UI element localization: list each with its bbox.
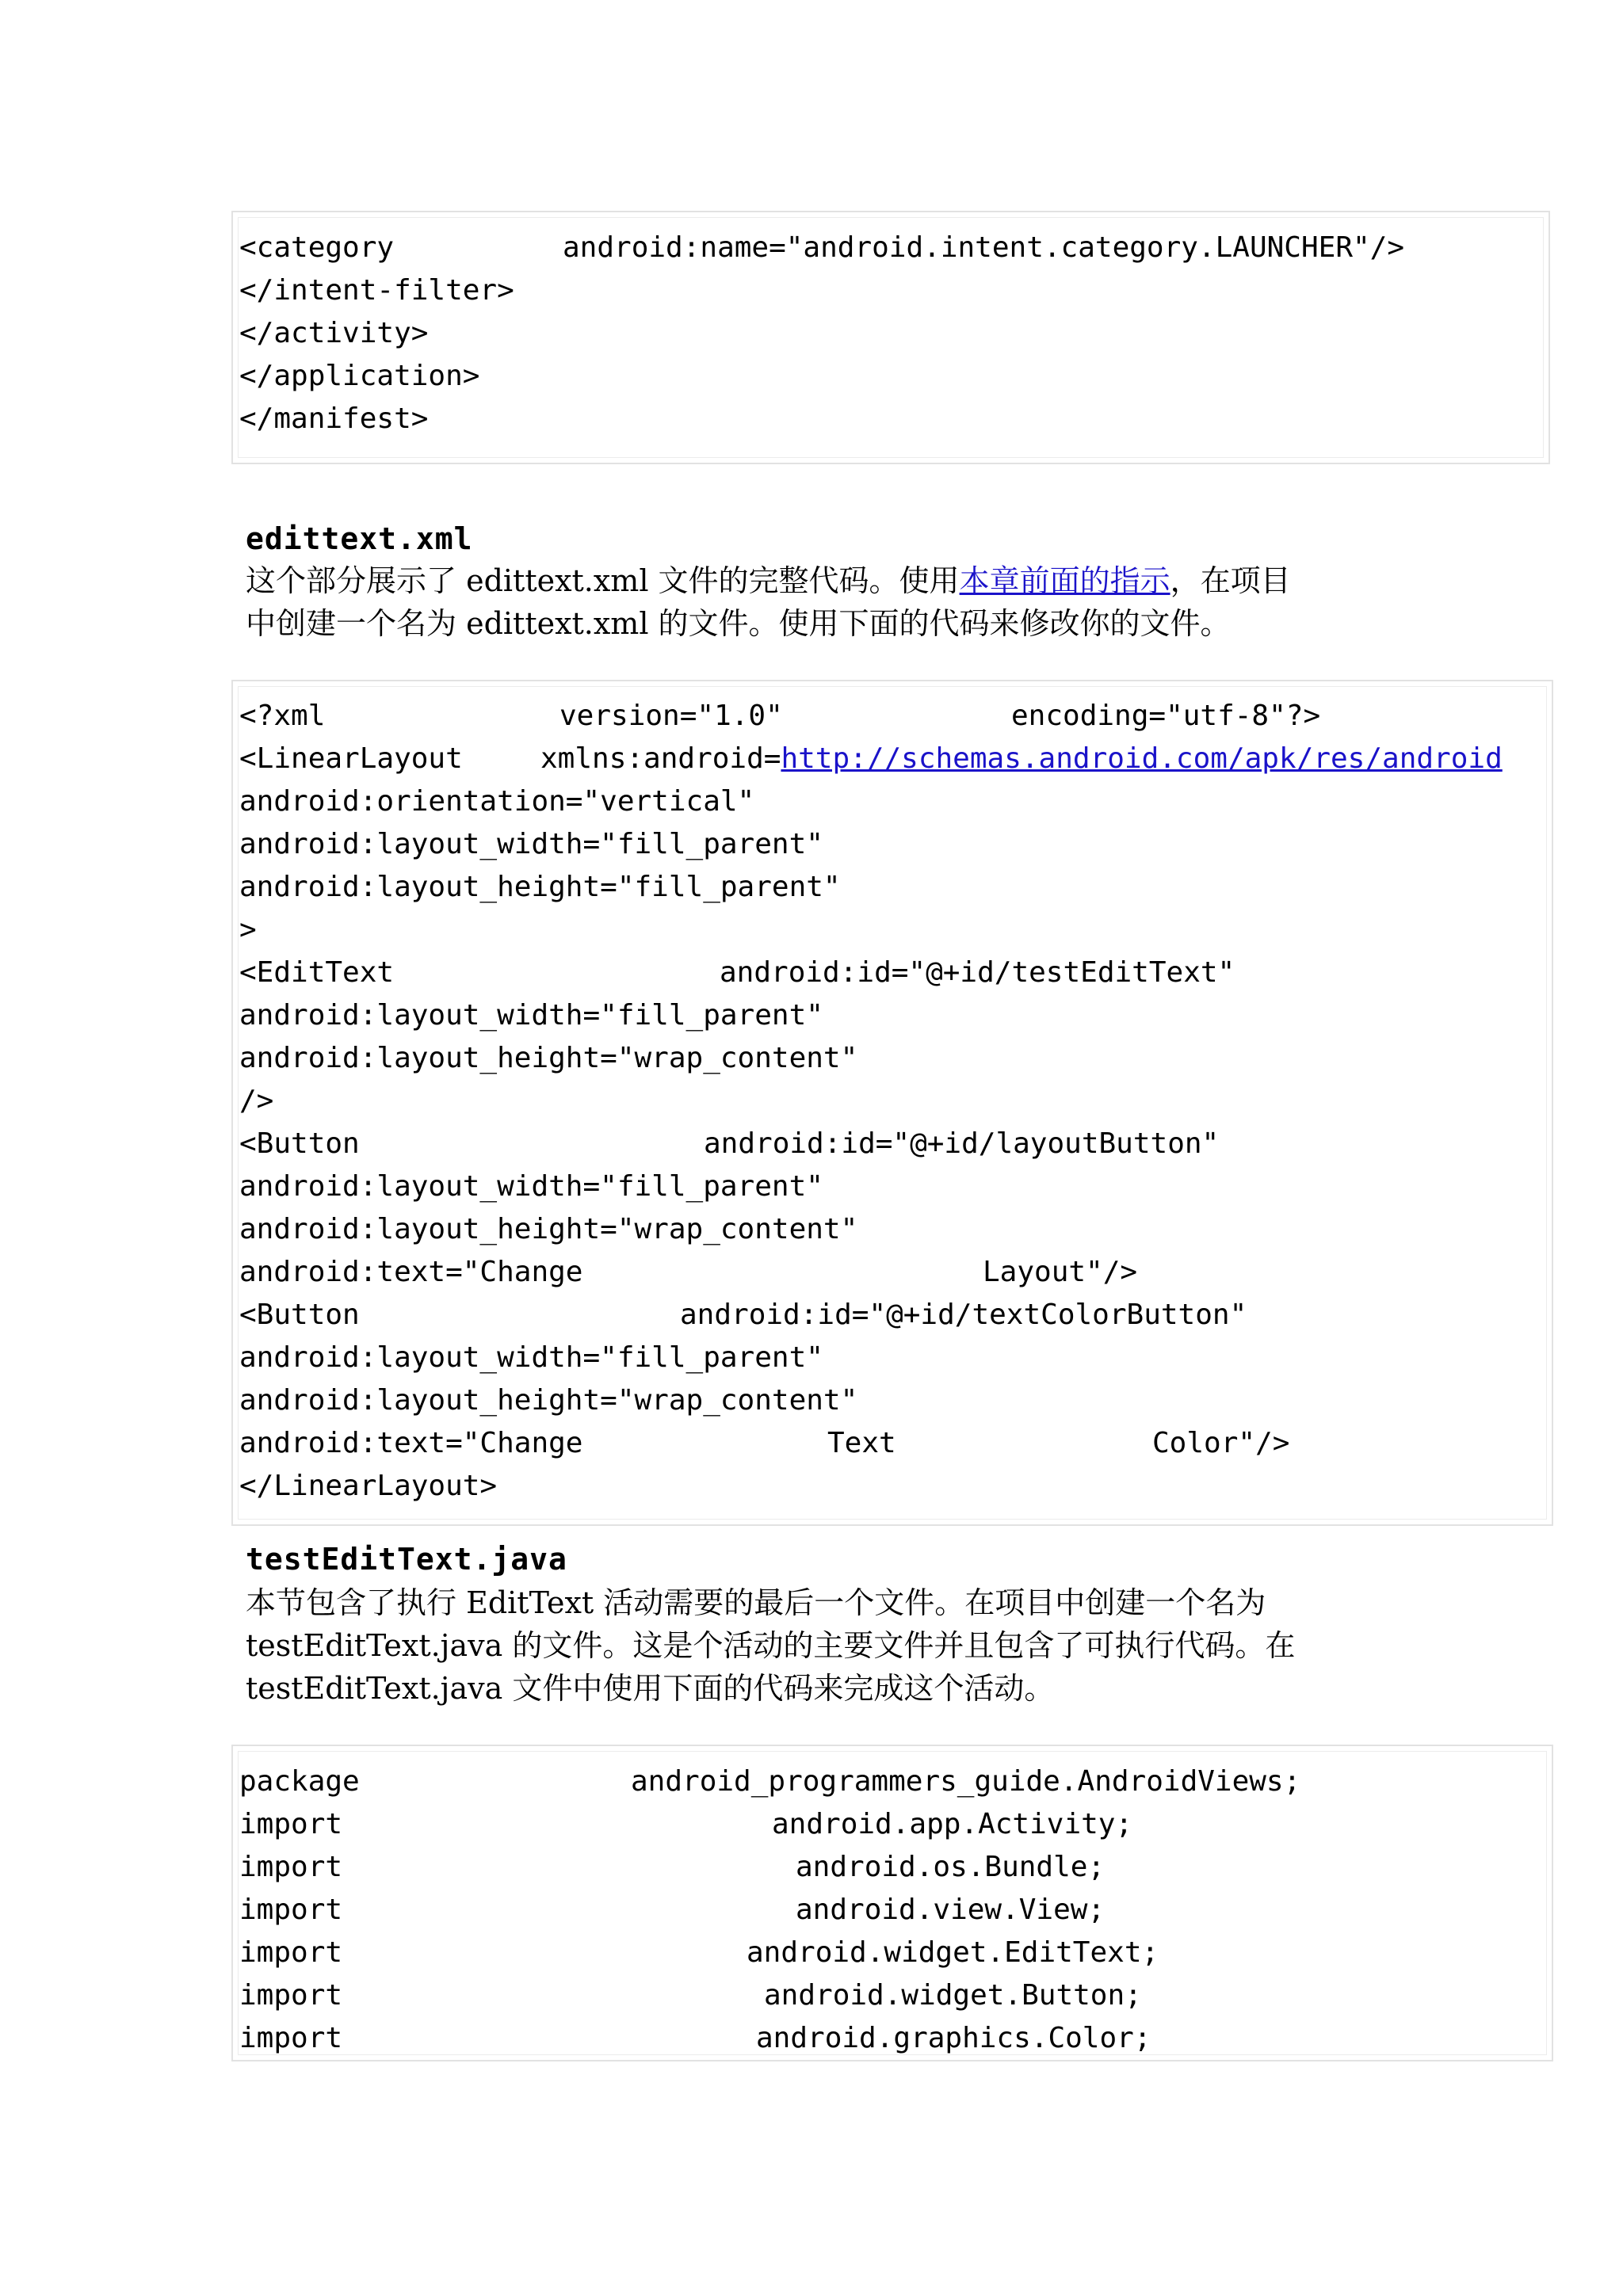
code-line	[239, 227, 1539, 269]
code-line: android:layout_width="fill_parent"	[239, 999, 823, 1032]
section-paragraph-line	[246, 559, 1291, 602]
code-line: android:orientation="vertical"	[239, 785, 755, 818]
code-token: xmlns:android=	[540, 742, 781, 775]
code-line: </LinearLayout>	[239, 1470, 498, 1502]
code-token: android.widget.Button;	[764, 1979, 1142, 2012]
code-line	[239, 1422, 1539, 1465]
code-token: <category	[239, 231, 395, 264]
section-paragraph-line: 本节包含了执行 EditText 活动需要的最后一个文件。在项目中创建一个名为	[246, 1585, 1266, 1620]
code-line: android:layout_width="fill_parent"	[239, 828, 823, 860]
code-token: </intent-filter>	[239, 274, 514, 307]
code-token	[540, 738, 1503, 780]
code-line	[239, 952, 1539, 994]
code-token: android:id="@+id/testEditText"	[720, 956, 1235, 989]
code-token: </application>	[239, 360, 480, 392]
code-token: import	[239, 1851, 343, 1883]
code-token: android.os.Bundle;	[796, 1851, 1106, 1883]
code-token: Color"/>	[1152, 1427, 1290, 1459]
section-paragraph-line: 中创建一个名为 edittext.xml 的文件。使用下面的代码来修改你的文件。	[246, 606, 1231, 641]
code-line: android:layout_height="wrap_content"	[239, 1042, 858, 1074]
code-token: <EditText	[239, 956, 395, 989]
section-heading-testedittext-java: testEditText.java	[246, 1542, 567, 1577]
code-token: android.app.Activity;	[772, 1808, 1133, 1840]
code-token: <Button	[239, 1299, 360, 1331]
code-line: android:layout_width="fill_parent"	[239, 1341, 823, 1374]
code-token: Text	[827, 1427, 896, 1459]
code-line: android:layout_width="fill_parent"	[239, 1170, 823, 1203]
section-paragraph-line: testEditText.java 文件中使用下面的代码来完成这个活动。	[246, 1671, 1055, 1706]
code-token: android:text="Change	[239, 1256, 583, 1288]
code-token: android.graphics.Color;	[756, 2022, 1151, 2054]
section-paragraph-line: testEditText.java 的文件。这是个活动的主要文件并且包含了可执行代码。在	[246, 1628, 1296, 1663]
paragraph-text: 这个部分展示了 edittext.xml 文件的完整代码。使用	[246, 563, 960, 598]
paragraph-text: ，在项目	[1170, 563, 1291, 598]
code-line	[239, 1760, 1539, 1803]
code-line	[239, 738, 1547, 780]
code-line	[239, 1846, 1539, 1889]
code-line	[239, 312, 428, 355]
code-token: package	[239, 1765, 360, 1798]
code-line: android:layout_height="wrap_content"	[239, 1384, 858, 1417]
code-line	[239, 1889, 1539, 1932]
code-line	[239, 1123, 1539, 1165]
code-token: android.view.View;	[796, 1894, 1106, 1926]
section-heading-edittext-xml: edittext.xml	[246, 521, 473, 556]
code-token: </activity>	[239, 317, 429, 349]
code-token: android:id="@+id/layoutButton"	[704, 1127, 1220, 1160]
schema-url-link[interactable]: http://schemas.android.com/apk/res/android	[781, 742, 1503, 775]
chapter-instructions-link[interactable]: 本章前面的指示	[959, 563, 1170, 598]
code-token: <Button	[239, 1127, 360, 1160]
code-line	[239, 1932, 1539, 1974]
code-line: android:layout_height="fill_parent"	[239, 871, 841, 903]
code-token: <?xml	[239, 700, 326, 732]
code-line: />	[239, 1085, 274, 1117]
code-token: </manifest>	[239, 402, 429, 435]
code-token: import	[239, 2022, 343, 2054]
code-token: <LinearLayout	[239, 742, 463, 775]
code-line: android:layout_height="wrap_content"	[239, 1213, 858, 1245]
code-line	[239, 398, 428, 441]
code-line	[239, 1294, 1539, 1337]
code-line	[239, 1974, 1539, 2017]
code-line	[239, 2017, 1539, 2060]
code-token: import	[239, 1936, 343, 1969]
code-line	[239, 1251, 1539, 1294]
code-token: version="1.0"	[559, 700, 783, 732]
code-token: android_programmers_guide.AndroidViews;	[631, 1765, 1301, 1798]
code-token: Layout"/>	[983, 1256, 1138, 1288]
code-line	[239, 1803, 1539, 1846]
code-token: android.widget.EditText;	[747, 1936, 1159, 1969]
code-token: import	[239, 1808, 343, 1840]
code-token: encoding="utf-8"?>	[1011, 700, 1321, 732]
code-line: >	[239, 913, 257, 946]
code-line	[239, 269, 514, 312]
code-token: android:name="android.intent.category.LAUNCHER"/>	[563, 231, 1405, 264]
code-token: android:id="@+id/textColorButton"	[680, 1299, 1247, 1331]
code-line	[239, 695, 1539, 738]
code-token: import	[239, 1979, 343, 2012]
code-token: android:text="Change	[239, 1427, 583, 1459]
code-token: import	[239, 1894, 343, 1926]
code-line	[239, 355, 479, 398]
